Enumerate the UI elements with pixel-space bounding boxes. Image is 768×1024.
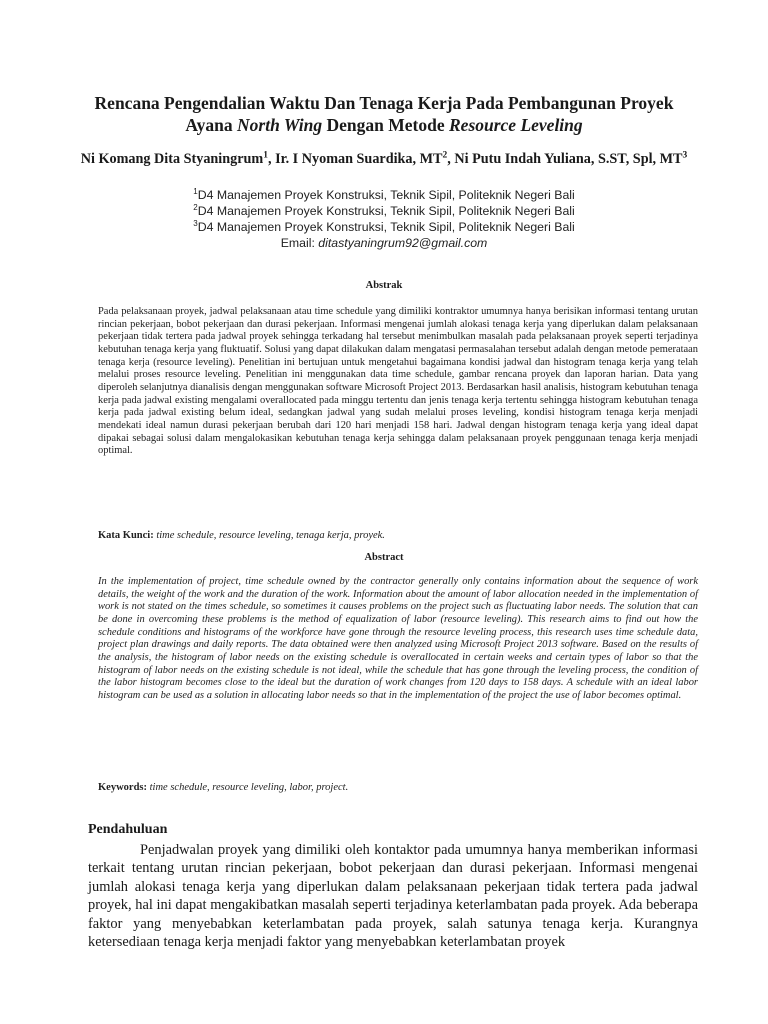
abstract-heading: Abstract <box>364 552 404 563</box>
abstract-body: In the implementation of project, time schedule owned by the contractor generally only contains information about the sequence of work details, the weight of the work and the duration of the work. Information about the amount of labor allocation needed in the implementation of work is not stated on the times schedule, so sometimes it causes problems on the project such as fluctuating labor needs. The solution that can be done in overcoming these problems is the method of equalization of labor (resource leveling). This research aims to find out how the schedule conditions and histograms of the workforce have gone through the resource leveling process, this research uses time schedule data, project plan drawings and daily reports. The data obtained were then analyzed using Microsoft Project 2013 software. Based on the results of the analysis, the histogram of labor needs on the existing schedule is overallocated in certain weeks and certain types of labor so that the histogram of labor needs on the existing schedule is not ideal, while the schedule that has gone through the leveling process, the condition of the labor histogram becomes close to the ideal but the duration of work changes from 120 days to 158 days. A schedule with an ideal labor histogram can be used as a solution in allocating labor needs so that in the implementation of the project the use of labor becomes optimal. <box>98 576 698 701</box>
affiliations <box>60 187 708 251</box>
section-heading-pendahuluan: Pendahuluan <box>88 822 168 837</box>
author-3-sup: 3 <box>682 150 688 161</box>
affiliation-3 <box>60 219 708 235</box>
author-2: , Ir. I Nyoman Suardika, MT <box>267 151 443 167</box>
author-1: Ni Komang Dita Styaningrum <box>80 151 264 167</box>
kata-kunci-label: Kata Kunci: <box>98 530 157 541</box>
affiliation-2-text: D4 Manajemen Proyek Konstruksi, Teknik Sipil, Politeknik Negeri Bali <box>197 204 575 218</box>
affiliation-1-text: D4 Manajemen Proyek Konstruksi, Teknik Sipil, Politeknik Negeri Bali <box>197 188 575 202</box>
kata-kunci <box>98 529 698 542</box>
abstrak-heading: Abstrak <box>365 280 403 291</box>
author-3: , Ni Putu Indah Yuliana, S.ST, Spl, MT <box>447 151 683 167</box>
author-2-sup: 2 <box>442 150 448 161</box>
title-italic-north-wing: North Wing <box>237 115 323 135</box>
keywords <box>98 781 698 794</box>
affiliation-2-sup: 2 <box>193 202 198 212</box>
title-line-1: Rencana Pengendalian Waktu Dan Tenaga Kerja Pada Pembangunan Proyek <box>94 93 674 113</box>
title-text: Dengan Metode <box>322 115 449 135</box>
email-line <box>60 235 708 251</box>
affiliation-2 <box>60 203 708 219</box>
affiliation-1 <box>60 187 708 203</box>
abstrak-body: Pada pelaksanaan proyek, jadwal pelaksanaan atau time schedule yang dimiliki kontraktor umumnya hanya berisikan informasi tentang urutan rincian pekerjaan, bobot pekerjaan dan durasi pekerjaan. Informasi mengenai jumlah alokasi tenaga kerja yang diperlukan dalam pelaksanaan pekerjaan tidak tertera pada jadwal proyek sehingga terkadang hal tersebut menimbulkan masalah pada pelaksanaan proyek seperti terjadinya kebutuhan tenaga kerja yang fluktuatif. Solusi yang dapat dilakukan dalam mengatasi permasalahan tersebut adalah dengan metode pemerataan tenaga kerja (resource leveling). Penelitian ini bertujuan untuk mengetahui bagaimana kondisi jadwal dan histogram tenaga kerja yang telah melalui proses resource leveling. Penelitian ini menggunakan data time schedule, gambar rencana proyek dan laporan harian. Data yang diperoleh selanjutnya dianalisis dengan menggunakan software Microsoft Project 2013. Berdasarkan hasil analisis, histogram kebutuhan tenaga kerja pada jadwal existing mengalami overallocated pada minggu tertentu dan jenis tenaga kerja tertentu sehingga histogram kebutuhan tenaga kerja pada jadwal existing belum ideal, sedangkan jadwal yang sudah melalui proses leveling, kondisi histogram tenaga kerja menjadi mendekati ideal namun durasi pekerjaan berubah dari 120 hari menjadi 158 hari. Jadwal dengan histogram tenaga kerja yang ideal dapat dipakai sebagai solusi dalam mengalokasikan kebutuhan tenaga kerja sehingga dalam pelaksanaan proyek penggunaan tenaga kerja menjadi optimal. <box>98 306 698 457</box>
email-label: Email: <box>280 236 319 250</box>
intro-paragraph: Penjadwalan proyek yang dimiliki oleh kontaktor pada umumnya hanya memberikan informasi terkait tentang urutan rincian pekerjaan, bobot pekerjaan dan durasi pekerjaan. Informasi mengenai jumlah alokasi tenaga kerja yang diperlukan dalam pelaksanaan pekerjaan tidak tertera pada jadwal proyek, hal ini dapat mengakibatkan masalah seperti terjadinya keterlambatan pada proyek. Ada beberapa faktor yang menyebabkan keterlambatan pada proyek, salah satunya tenaga kerja. Kurangnya ketersediaan tenaga kerja menjadi faktor yang menyebabkan keterlambatan proyek <box>88 842 698 951</box>
title-text: Ayana <box>185 115 238 135</box>
paper-title <box>60 92 708 136</box>
affiliation-3-text: D4 Manajemen Proyek Konstruksi, Teknik Sipil, Politeknik Negeri Bali <box>197 220 575 234</box>
author-1-sup: 1 <box>263 150 268 161</box>
kata-kunci-value: time schedule, resource leveling, tenaga kerja, proyek. <box>156 530 385 541</box>
affiliation-1-sup: 1 <box>193 186 198 196</box>
keywords-label: Keywords: <box>98 782 150 793</box>
title-italic-resource-leveling: Resource Leveling <box>449 115 583 135</box>
affiliation-3-sup: 3 <box>193 218 198 228</box>
keywords-value: time schedule, resource leveling, labor, project. <box>149 782 349 793</box>
author-list <box>60 150 708 169</box>
title-line-2 <box>60 114 708 136</box>
email-address: ditastyaningrum92@gmail.com <box>318 236 488 250</box>
